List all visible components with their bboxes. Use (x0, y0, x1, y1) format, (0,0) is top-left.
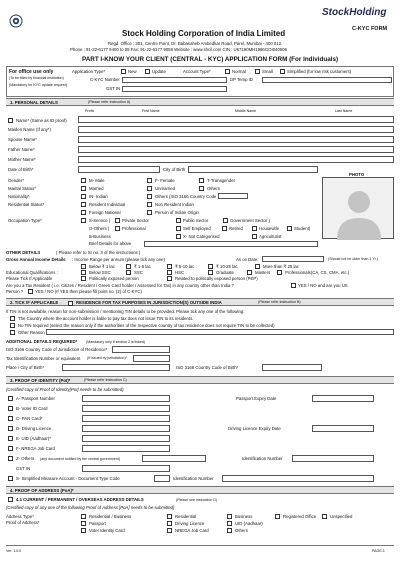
name-label: Name* (Same as ID proof) (16, 118, 67, 123)
public-sector-label: Public Sector (183, 218, 209, 223)
name-input[interactable] (78, 116, 394, 123)
related-pep-label: Related to politically exposed person (PEP) (175, 276, 258, 281)
poi-others-note: (any document notified by the central government) (40, 457, 121, 461)
unmarried-label: Unmarried (155, 186, 176, 191)
ckyc-number-label: C-KYC Number (90, 77, 120, 82)
indian-checkbox[interactable] (81, 194, 86, 199)
edu-4-label: Graduate (216, 270, 234, 275)
additional-details-label: ADDITIONAL DETAILS REQUIRED* (6, 339, 78, 344)
edu-6-checkbox[interactable] (277, 270, 282, 275)
iso-birth-label: ISO 3166 Country Code of Birth* (176, 365, 239, 370)
income-1-label: Below ₹ 1 lac (89, 264, 115, 269)
ckyc-number-input[interactable] (122, 77, 227, 83)
additional-details-note: (Mandatory only if section 2 is ticked) (86, 340, 146, 344)
other-details-refer: ( Please refer to Sr no. 3 of the instructions ) (56, 250, 141, 255)
addr-bus-label: Business (235, 514, 253, 519)
col-middle-name: Middle Name (235, 109, 257, 113)
income-3-label: ₹ 5-10 lac (175, 264, 195, 269)
pio-label: Person of Indian Origin (155, 210, 199, 215)
nationality-others-checkbox[interactable] (147, 194, 152, 199)
tax-applicable-checkbox[interactable] (68, 301, 73, 306)
app-update-checkbox[interactable] (145, 69, 150, 74)
other-reason-input[interactable] (46, 329, 394, 335)
nationality-others-label: Others (ISO 3166 Country Code (155, 194, 217, 199)
uid-input[interactable] (82, 435, 170, 442)
poa-voter-label: Voter Identity Card (89, 528, 125, 533)
tax-resident-yes-checkbox[interactable] (291, 283, 296, 288)
poa-passport-label: Passport (89, 521, 106, 526)
passport-input[interactable] (82, 395, 170, 402)
spouse-name-input[interactable] (78, 136, 394, 143)
photo-box[interactable] (322, 172, 394, 239)
residential-label: Residential Status* (8, 202, 45, 207)
self-employed-label: Self Employed (183, 226, 211, 231)
addr-bus-checkbox[interactable] (227, 514, 232, 519)
place-of-birth-input[interactable] (62, 364, 170, 371)
self-employed-checkbox[interactable] (176, 226, 181, 231)
pio-checkbox[interactable] (147, 210, 152, 215)
poa-nrega-label: NREGA Job Card (175, 528, 209, 533)
tax-resident-options: YES / NO and are you US (298, 283, 348, 288)
tin-reason-2-checkbox[interactable] (10, 323, 15, 328)
others-occ-label: O-Others ( (89, 226, 110, 231)
poi-others-input[interactable] (142, 455, 206, 462)
name-checkbox[interactable] (8, 118, 13, 123)
married-label: Married (89, 186, 104, 191)
maiden-name-input[interactable] (78, 126, 394, 133)
account-type-label: Account Type* (183, 69, 211, 74)
occupation-label: Occupation Type* (8, 218, 42, 223)
simplified-id-label: Identification Number (173, 476, 214, 481)
addr-res-bus-label: Residential / Business (89, 514, 132, 519)
tax-section-refer: (Please refer instruction B) (258, 300, 301, 304)
poi-section-refer: (Please refer instruction C) (84, 378, 127, 382)
nationality-label: Nationality* (8, 194, 30, 199)
gender-trans-checkbox[interactable] (199, 178, 204, 183)
dp-temp-id-input[interactable] (262, 77, 392, 83)
income-2-checkbox[interactable] (126, 264, 131, 269)
edu-6-label: Professionals(CA, CS, CMA, etc.) (285, 270, 350, 275)
pan-input[interactable] (82, 415, 170, 422)
dp-temp-id-label: DP Temp ID (230, 77, 254, 82)
father-name-input[interactable] (78, 146, 394, 153)
student-checkbox[interactable] (287, 226, 292, 231)
service-checkbox[interactable] (81, 218, 86, 223)
gender-female-checkbox[interactable] (147, 178, 152, 183)
business-label: B-Business (89, 234, 111, 239)
edu-5-checkbox[interactable] (247, 270, 252, 275)
dob-label: Date of Birth* (8, 167, 34, 172)
resident-individual-checkbox[interactable] (81, 202, 86, 207)
poi-section-header (6, 376, 394, 384)
poi-gst-label: GST IN (16, 466, 31, 471)
office-gst-input[interactable] (122, 86, 227, 92)
mother-name-input[interactable] (78, 156, 394, 163)
passport-checkbox[interactable] (8, 396, 13, 401)
tin-label: Tax Identification Number or equivalent (6, 356, 81, 361)
us-person-options: YES / NO (If YES then please fill point no. (2) of C-KYC) (35, 289, 142, 294)
nri-checkbox[interactable] (147, 202, 152, 207)
tin-note: If TIN is not available, reason for non-submission / mentioning TIN details to be provided. Please tick any one of the following: (6, 309, 245, 314)
foreign-national-label: Foreign National (89, 210, 121, 215)
application-type-label: Application Type* (72, 69, 106, 74)
col-prefix: Prefix (85, 109, 95, 113)
voter-id-checkbox[interactable] (8, 406, 13, 411)
student-label: Student) (294, 226, 311, 231)
pan-label: C- PAN Card* (16, 416, 43, 421)
acct-normal-label: Normal (232, 69, 246, 74)
nrega-checkbox[interactable] (8, 446, 13, 451)
edu-1-checkbox[interactable] (81, 270, 86, 275)
uid-checkbox[interactable] (8, 436, 13, 441)
poa-voter-checkbox[interactable] (81, 528, 86, 533)
foreign-national-checkbox[interactable] (81, 210, 86, 215)
poa-others-label: Others (235, 528, 248, 533)
addr-unspecified-checkbox[interactable] (322, 514, 327, 519)
passport-expiry-input[interactable] (312, 395, 374, 402)
tin-reason-2: No TIN required (select the reason only if the authorities of the respective country of tax residence does not require TIN to be collected) (18, 323, 275, 328)
driving-licence-label: D- Driving Licence (16, 426, 52, 431)
uid-label: E- UID (Aadhaar)* (16, 436, 51, 441)
form-name: C-KYC FORM (352, 26, 388, 32)
tin-reason-1-checkbox[interactable] (10, 316, 15, 321)
tin-label-note: (If issued by jurisdiction)* (87, 356, 127, 360)
personal-details-header (6, 98, 394, 106)
mother-name-label: Mother Name* (8, 157, 36, 162)
poa-section-title: 4. PROOF OF ADDRESS (PoA)* (10, 487, 74, 493)
voter-id-label: B- Voter ID Card (16, 406, 48, 411)
father-name-label: Father Name* (8, 147, 35, 152)
personal-section-refer: (Please refer instruction A) (88, 100, 131, 104)
personal-section-title: 1. PERSONAL DETAILS (10, 99, 58, 105)
app-update-label: Update (152, 69, 166, 74)
poi-others-checkbox[interactable] (8, 456, 13, 461)
income-5-checkbox[interactable] (255, 264, 260, 269)
gender-male-checkbox[interactable] (81, 178, 86, 183)
acct-normal-checkbox[interactable] (225, 69, 230, 74)
nrega-label: F- NREGA Job Card (16, 446, 55, 451)
private-sector-label: Private Sector (122, 218, 149, 223)
poi-gst-input[interactable] (82, 465, 170, 472)
poa-uid-checkbox[interactable] (227, 521, 232, 526)
edu-2-checkbox[interactable] (126, 270, 131, 275)
iso-jurisdiction-input[interactable] (112, 346, 170, 353)
footer-page: PAGE-1 (372, 549, 385, 553)
acct-simplified-checkbox[interactable] (280, 69, 285, 74)
professional-label: Professional (122, 226, 146, 231)
income-3-checkbox[interactable] (167, 264, 172, 269)
edu-2-label: SSC (134, 270, 143, 275)
poa-others-checkbox[interactable] (227, 528, 232, 533)
as-on-note: (Should not be older than 1 Yr.) (328, 257, 378, 261)
brief-details-label: Brief Details for above (89, 241, 132, 246)
income-2-label: ₹ 1-5 lac (134, 264, 151, 269)
nationality-iso-input[interactable] (218, 193, 248, 199)
tin-reason-3: Other Reason (18, 330, 45, 335)
passport-label: A- Passport Number (16, 396, 55, 401)
office-note-1: (To be filled by financial institution) (9, 76, 64, 80)
gender-trans-label: T-Transgender (207, 178, 236, 183)
voter-id-input[interactable] (82, 405, 170, 412)
nri-label: Non Resident Indian (155, 202, 194, 207)
edu-5-label: Masters (255, 270, 271, 275)
simplified-label: S- Simplified Measure Account - Document Type Code (16, 476, 120, 481)
city-of-birth-label: City of Birth (163, 167, 186, 172)
tax-resident-question: Are you a Tax Resident ( i.e. Citizen / Resident / Green Card holder / Assessed for Tax) in any country other than India ? (6, 283, 234, 288)
resident-individual-label: Resident Individual (89, 202, 126, 207)
poa-sub-refer: (Please see instruction D) (176, 498, 218, 502)
poa-dl-checkbox[interactable] (167, 521, 172, 526)
address-type-label: Address Type* (6, 514, 34, 519)
married-checkbox[interactable] (81, 186, 86, 191)
company-contact: Phone : 91-22-6177 9400 to 09 Fax: 91-22-6177 9058 Website : www.shcil.com CIN : U67190MH1986GOI040506 (70, 47, 288, 52)
simplified-checkbox[interactable] (8, 476, 13, 481)
col-last-name: Last Name (335, 109, 353, 113)
marital-label: Marital Status* (8, 186, 36, 191)
income-4-checkbox[interactable] (208, 264, 213, 269)
pep-label: Politically exposed person (89, 276, 139, 281)
us-person-yes-checkbox[interactable] (28, 289, 33, 294)
edu-tick-label: Please Tick If Applicable (6, 276, 53, 281)
poa-nrega-checkbox[interactable] (167, 528, 172, 533)
agriculturist-checkbox[interactable] (252, 234, 257, 239)
govt-sector-label: Government Sector ) (230, 218, 270, 223)
footer-divider (6, 545, 394, 546)
not-categorised-label: X- Not Categorised (183, 234, 220, 239)
other-details-title: OTHER DETAILS (6, 250, 41, 255)
acct-small-checkbox[interactable] (255, 69, 260, 74)
public-sector-checkbox[interactable] (176, 218, 181, 223)
addr-res-checkbox[interactable] (167, 514, 172, 519)
edu-3-checkbox[interactable] (167, 270, 172, 275)
edu-4-checkbox[interactable] (208, 270, 213, 275)
passport-expiry-label: Passport Expiry Date (236, 396, 277, 401)
driving-licence-input[interactable] (82, 425, 170, 432)
service-label: S-Service ( (89, 218, 111, 223)
dl-expiry-input[interactable] (312, 425, 374, 432)
footer-version: Ver. 1.0.0 (6, 549, 22, 553)
retired-checkbox[interactable] (222, 226, 227, 231)
gender-female-label: F- Female (155, 178, 175, 183)
poi-section-title: 3. PROOF OF IDENTITY (PoI)* (10, 377, 71, 383)
identification-number-label: Identification Number (242, 456, 283, 461)
addr-res-label: Residential (175, 514, 197, 519)
poa-sub-title: 4.1 CURRENT / PERMANENT / OVERSEAS ADDRESS DETAILS (16, 497, 144, 502)
not-categorised-checkbox[interactable] (176, 234, 181, 239)
driving-licence-checkbox[interactable] (8, 426, 13, 431)
private-sector-checkbox[interactable] (115, 218, 120, 223)
office-note-2: (Mandatory for KYC update request) (9, 83, 67, 87)
addr-res-bus-checkbox[interactable] (81, 514, 86, 519)
office-use-label: For office use only (9, 69, 54, 75)
proof-of-address-label: Proof of Address* (6, 520, 40, 525)
poa-passport-checkbox[interactable] (81, 521, 86, 526)
agriculturist-label: Agriculturist (259, 234, 282, 239)
addr-reg-office-checkbox[interactable] (275, 514, 280, 519)
poi-note: (Certified copy of Proof of Identity[PoI] needs to be submitted) (6, 387, 124, 392)
company-address: Regd. Office : 301, Centre Point, Dr. Babasaheb Ambedkar Road, Parel, Mumbai - 400 012. (108, 41, 283, 46)
brief-details-input[interactable] (144, 241, 318, 247)
addr-reg-office-label: Registered Office (283, 514, 317, 519)
income-5-label: More than ₹ 25 lac (263, 264, 299, 269)
poi-others-label: Z- Others (16, 456, 35, 461)
gender-label: Gender* (8, 178, 25, 183)
simplified-id-input[interactable] (222, 475, 374, 482)
indian-label: IN- Indian (89, 194, 108, 199)
poa-section-header (6, 486, 394, 494)
brand-name: StockHolding (322, 7, 387, 18)
gender-male-label: M- Male (89, 178, 105, 183)
tin-input[interactable] (133, 355, 170, 362)
page-title: PART I-KNOW YOUR CLIENT (CENTRAL - KYC) APPLICATION FORM (For Individuals) (82, 56, 339, 63)
city-of-birth-input[interactable] (188, 166, 318, 173)
as-on-label: As on Date: (236, 257, 259, 262)
poa-current-checkbox[interactable] (8, 497, 13, 502)
pan-checkbox[interactable] (8, 416, 13, 421)
dob-input[interactable] (78, 166, 160, 173)
edu-label: Educational Qualifications : (6, 270, 58, 275)
edu-3-label: HSC (175, 270, 185, 275)
income-note: : Income Range per annum (please tick any one) (72, 257, 165, 262)
professional-checkbox[interactable] (115, 226, 120, 231)
poa-uid-label: UID (Aadhaar) (235, 521, 263, 526)
iso-birth-input[interactable] (262, 364, 322, 371)
dl-expiry-label: Driving Licence Expiry Date (228, 426, 281, 431)
nrega-input[interactable] (82, 445, 170, 452)
marital-others-checkbox[interactable] (199, 186, 204, 191)
income-label: Gross Annual Income Details (6, 257, 66, 262)
tax-section-header (6, 298, 394, 306)
identification-number-input[interactable] (292, 455, 374, 462)
acct-simplified-label: Simplified (for low risk customers) (287, 69, 352, 74)
tin-reason-1: The Country where the account holder is liable to pay tax does not issue TIN to its residents. (18, 316, 194, 321)
app-new-checkbox[interactable] (121, 69, 126, 74)
govt-sector-checkbox[interactable] (223, 218, 228, 223)
doc-type-code-input[interactable] (154, 475, 170, 482)
place-of-birth-label: Place / City of Birth* (6, 365, 45, 370)
edu-1-label: Below SSC (89, 270, 111, 275)
income-1-checkbox[interactable] (81, 264, 86, 269)
retired-label: Retired (229, 226, 243, 231)
unmarried-checkbox[interactable] (147, 186, 152, 191)
company-name: Stock Holding Corporation of India Limited (122, 29, 286, 38)
tax-section-title: 2. TICK IF APPLICABLE (10, 299, 59, 305)
tin-reason-3-checkbox[interactable] (10, 330, 15, 335)
col-first-name: First Name (142, 109, 160, 113)
as-on-date-input[interactable] (262, 256, 324, 262)
addr-unspecified-label: Unspecified (330, 514, 353, 519)
housewife-label: Housewife (259, 226, 280, 231)
iso-jurisdiction-label: ISO 3166 Country Code of Jurisdiction of Residence* (6, 347, 108, 352)
acct-small-label: Small (262, 69, 273, 74)
spouse-name-label: Spouse Name* (8, 137, 37, 142)
photo-label: PHOTO (349, 172, 365, 177)
marital-others-label: Others (207, 186, 220, 191)
app-new-label: New (128, 69, 137, 74)
related-pep-checkbox[interactable] (167, 276, 172, 281)
housewife-checkbox[interactable] (252, 226, 257, 231)
office-gst-label: GST IN (106, 86, 121, 91)
photo-placeholder-icon (323, 178, 395, 240)
income-4-label: ₹ 10-25 lac (216, 264, 238, 269)
poa-dl-label: Driving Licence (175, 521, 205, 526)
pep-checkbox[interactable] (81, 276, 86, 281)
us-person-question: Person ? (6, 289, 24, 294)
poa-note: (Certified copy of any one of the following Proof of Address [PoA] needs to be submitted) (6, 505, 175, 510)
tax-section-title-2: RESIDENCE FOR TAX PURPOSES IN JURISDICTION(S) OUTSIDE INDIA (76, 299, 222, 305)
maiden-name-label: Maiden Name (If any*) (8, 127, 51, 132)
shcil-logo (9, 14, 23, 28)
